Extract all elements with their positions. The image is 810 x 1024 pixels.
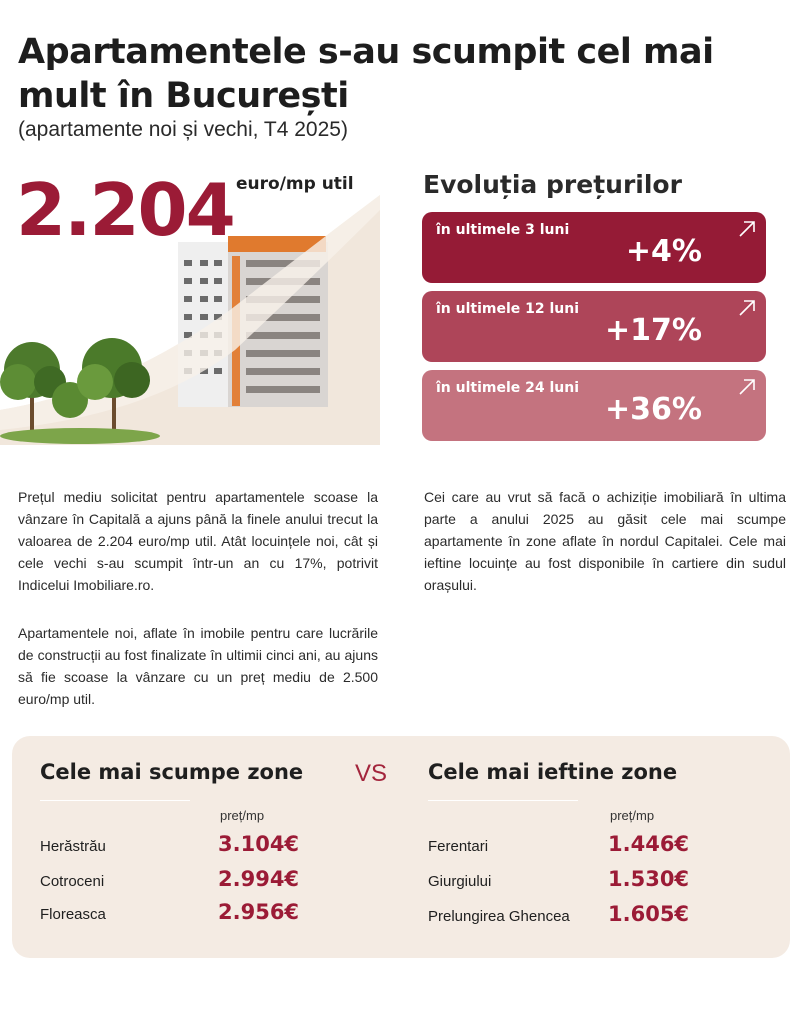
divider: [428, 800, 578, 801]
price-column-header: preț/mp: [610, 808, 655, 823]
evolution-card-value: +36%: [605, 392, 702, 427]
vs-label: VS: [355, 760, 388, 787]
arrow-up-right-icon: [736, 218, 758, 240]
price-unit: euro/mp util: [236, 174, 354, 194]
cheap-zones-title: Cele mai ieftine zone: [428, 760, 678, 784]
cheap-zone-name: Giurgiului: [428, 873, 492, 890]
text-paragraph-zones: Cei care au vrut să facă o achiziție imobiliară în ultima parte a anului 2025 au găsit cele mai scumpe apartamente în zone aflate în nordul Capitalei. Cele mai ieftine locuințe au fost disponibile în cartiere din sudul orașului.: [424, 489, 786, 593]
cheap-zone-name: Prelungirea Ghencea: [428, 908, 570, 925]
evolution-card-label: în ultimele 3 luni: [436, 222, 570, 238]
evolution-card-label: în ultimele 12 luni: [436, 301, 580, 317]
text-paragraph-price: Prețul mediu solicitat pentru apartamentele scoase la vânzare în Capitală a ajuns până la finele anului trecut la valoarea de 2.204 euro/mp util. Atât locuințele noi, cât și cele vechi s-au scumpit într-un an cu 17%, potrivit Indicelui Imobiliare.ro.: [18, 489, 378, 593]
text-paragraph-new-apartments: Apartamentele noi, aflate în imobile pentru care lucrările de construcții au fost finalizate în ultimii cinci ani, au ajuns să fie scoase la vânzare cu un preț mediu de 2.500 euro/mp util.: [18, 625, 378, 707]
average-price: 2.204: [16, 168, 234, 252]
expensive-zone-name: Floreasca: [40, 906, 106, 923]
page-title: Apartamentele s-au scumpit cel mai mult în București: [18, 32, 714, 116]
expensive-zone-price: 2.956€: [218, 900, 300, 924]
expensive-zone-price: 3.104€: [218, 832, 300, 856]
cheap-zone-price: 1.605€: [608, 902, 690, 926]
evolution-card-3-months: [422, 212, 766, 283]
expensive-zone-name: Cotroceni: [40, 873, 105, 890]
price-column-header: preț/mp: [220, 808, 265, 823]
arrow-up-right-icon: [736, 297, 758, 319]
cheap-zone-name: Ferentari: [428, 838, 489, 855]
evolution-card-12-months: [422, 291, 766, 362]
evolution-card-value: +17%: [605, 313, 702, 348]
cheap-zone-price: 1.446€: [608, 832, 690, 856]
evolution-title: Evoluția prețurilor: [423, 170, 682, 199]
evolution-card-24-months: [422, 370, 766, 441]
arrow-up-right-icon: [736, 376, 758, 398]
cheap-zone-price: 1.530€: [608, 867, 690, 891]
evolution-card-label: în ultimele 24 luni: [436, 380, 580, 396]
evolution-card-value: +4%: [625, 234, 702, 269]
expensive-zone-name: Herăstrău: [40, 838, 106, 855]
expensive-zones-title: Cele mai scumpe zone: [40, 760, 304, 784]
expensive-zone-price: 2.994€: [218, 867, 300, 891]
divider: [40, 800, 190, 801]
page-subtitle: (apartamente noi și vechi, T4 2025): [18, 118, 348, 141]
